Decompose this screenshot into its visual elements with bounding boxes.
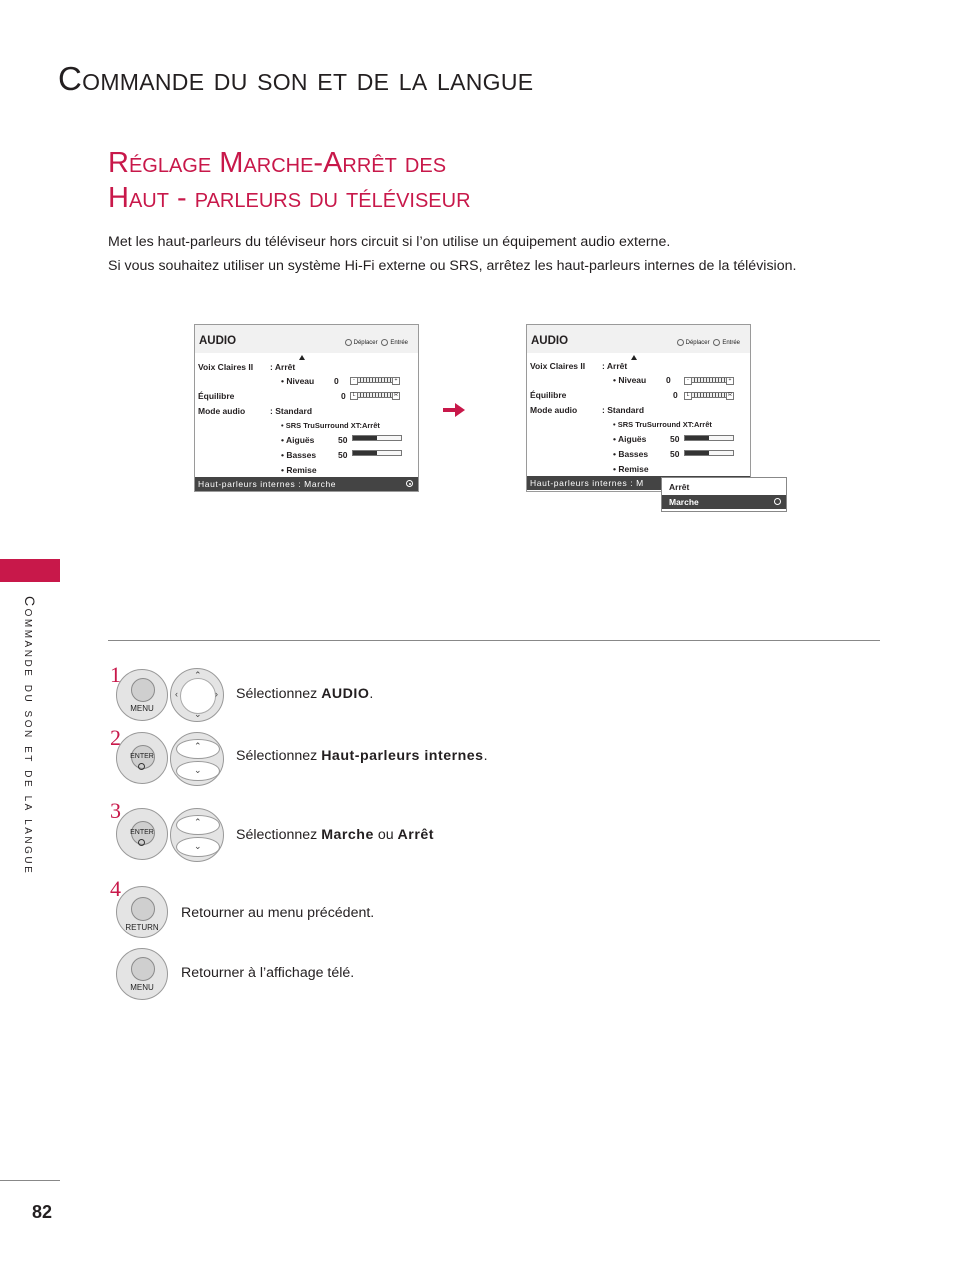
ok-icon [774,498,781,505]
up-down-pad[interactable] [170,732,224,786]
section-title [108,146,471,216]
chevron-left-icon: ‹ [175,689,178,699]
return-button[interactable]: RETURN [116,886,168,938]
enter-icon [713,339,720,346]
intro-line2: Si vous souhaitez utiliser un système Hi-Fi externe ou SRS, arrêtez les haut-parleurs internes de la télévision. [108,258,797,274]
side-tab-marker [0,559,60,582]
basses-label: • Basses [613,449,649,459]
audio-screen-after [526,324,751,492]
divider [108,640,880,641]
option-marche[interactable]: Marche [662,495,786,509]
basses-value: 50 [338,450,348,460]
intro-line1: Met les haut-parleurs du téléviseur hors circuit si l’on utilise un équipement audio externe. [108,234,671,250]
step-5-text: Retourner à l’affichage télé. [181,965,355,981]
remise-label: • Remise [281,465,317,475]
basses-value: 50 [670,449,680,459]
niveau-scale: - + [350,377,400,383]
niveau-value: 0 [334,376,339,386]
page-title: Commande du son et de la langue [58,60,534,97]
aigues-bar [352,435,402,441]
step-number: 4 [110,876,121,901]
enter-button[interactable]: ENTER [116,732,168,784]
arrow-right-icon [443,403,465,417]
srs-label: • SRS TruSurround XT:Arrêt [281,421,380,430]
page-number: 82 [32,1202,53,1222]
voix-claires-value: : Arrêt [270,362,296,372]
step-4-text: Retourner au menu précédent. [181,905,375,921]
basses-bar [352,450,402,456]
remise-label: • Remise [613,464,649,474]
basses-label: • Basses [281,450,317,460]
intro-text [108,230,796,278]
page-divider [0,1180,60,1181]
equilibre-label: Équilibre [530,390,567,400]
chevron-down-icon: ⌄ [194,765,202,775]
mode-audio-value: : Standard [270,406,313,416]
step-2-text: Sélectionnez Haut-parleurs internes. [236,748,488,764]
screen-title: AUDIO [531,335,569,347]
step-number: 1 [110,662,121,687]
side-tab-label: Commande du son et de la langue [22,596,38,876]
mode-audio-value: : Standard [602,405,645,415]
ok-icon [406,480,413,487]
niveau-label: • Niveau [281,376,315,386]
move-icon [677,339,684,346]
voix-claires-value: : Arrêt [602,361,628,371]
screen-header [195,325,418,353]
scroll-up-icon [631,355,637,360]
menu-button[interactable]: MENU [116,948,168,1000]
aigues-label: • Aiguës [613,434,647,444]
voix-claires-label: Voix Claires II [530,361,586,371]
mode-audio-label: Mode audio [198,406,246,416]
scroll-up-icon [299,355,305,360]
niveau-label: • Niveau [613,375,647,385]
equilibre-label: Équilibre [198,391,235,401]
haut-parleurs-selected-row: Haut-parleurs internes : M [527,476,750,490]
mode-audio-label: Mode audio [530,405,578,415]
chevron-up-icon: ⌃ [194,817,202,827]
haut-parleurs-selected-row: Haut-parleurs internes : Marche [195,477,418,491]
chevron-down-icon: ⌄ [194,709,202,719]
navigation-pad[interactable] [170,668,224,722]
chevron-up-icon: ⌃ [194,670,202,680]
up-down-pad[interactable] [170,808,224,862]
screen-title: AUDIO [199,335,237,347]
enter-button[interactable]: ENTER [116,808,168,860]
aigues-value: 50 [670,434,680,444]
equilibre-value: 0 [341,391,346,401]
niveau-scale: - + [684,377,734,383]
equilibre-value: 0 [673,390,678,400]
niveau-value: 0 [666,375,671,385]
chevron-down-icon: ⌄ [194,841,202,851]
voix-claires-label: Voix Claires II [198,362,254,372]
chevron-right-icon: › [215,689,218,699]
enter-icon [381,339,388,346]
section-title-line2: Haut - parleurs du téléviseur [108,182,471,214]
section-title-line1: Réglage Marche-Arrêt des [108,147,447,179]
menu-button[interactable]: MENU [116,669,168,721]
chevron-up-icon: ⌃ [194,741,202,751]
screen-nav-hint: Déplacer Entrée [343,339,408,346]
audio-screen-before [194,324,419,492]
speaker-option-popup [661,477,787,512]
aigues-bar [684,435,734,441]
equilibre-scale: L R [684,392,734,398]
screen-header [527,325,750,353]
move-icon [345,339,352,346]
option-arret[interactable]: Arrêt [669,482,690,492]
step-number: 2 [110,725,121,750]
basses-bar [684,450,734,456]
step-1-text: Sélectionnez AUDIO. [236,686,374,702]
aigues-value: 50 [338,435,348,445]
equilibre-scale: L R [350,392,400,398]
step-number: 3 [110,798,121,823]
step-3-text: Sélectionnez Marche ou Arrêt [236,827,434,843]
screen-nav-hint: Déplacer Entrée [675,339,740,346]
srs-label: • SRS TruSurround XT:Arrêt [613,420,712,429]
aigues-label: • Aiguës [281,435,315,445]
